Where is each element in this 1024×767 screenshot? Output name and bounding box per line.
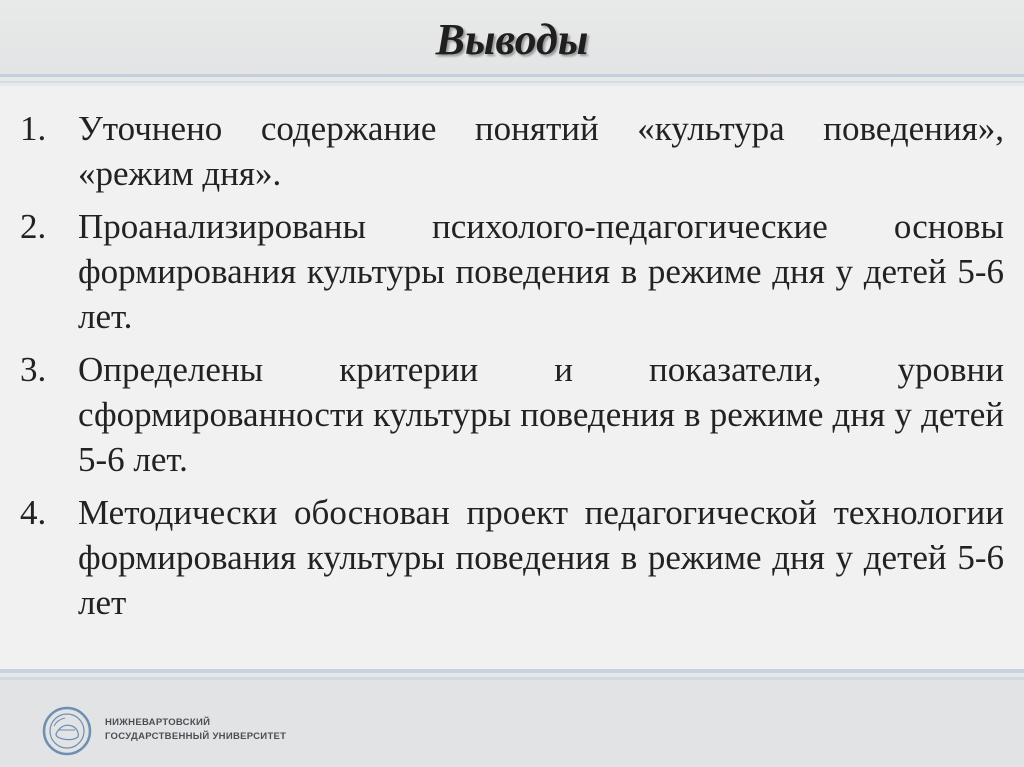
- list-item-number: 3.: [20, 350, 47, 389]
- university-seal-icon: [42, 706, 92, 756]
- list-item-text: Определены критерии и показатели, уровни сформированности культуры поведения в режиме дня у детей 5-6 лет.: [78, 350, 1004, 479]
- university-name-line2: ГОСУДАРСТВЕННЫЙ УНИВЕРСИТЕТ: [105, 731, 287, 742]
- slide-content: [0, 86, 1024, 669]
- title-divider-thin: [0, 81, 1024, 83]
- list-item: [20, 347, 1004, 482]
- university-name: [105, 716, 286, 744]
- title-divider: [0, 74, 1024, 77]
- conclusions-list: [20, 106, 1004, 633]
- footer-divider: [0, 669, 1024, 673]
- slide-title: Выводы: [435, 15, 589, 64]
- title-bar: [0, 0, 1024, 74]
- university-name-line1: НИЖНЕВАРТОВСКИЙ: [105, 717, 211, 728]
- list-item: [20, 204, 1004, 339]
- list-item-text: Уточнено содержание понятий «культура поведения», «режим дня».: [78, 109, 1004, 193]
- footer: [0, 680, 1024, 767]
- list-item-number: 1.: [20, 109, 47, 148]
- list-item-text: Проанализированы психолого-педагогические основы формирования культуры поведения в режиме дня у детей 5-6 лет.: [78, 207, 1004, 336]
- list-item-number: 4.: [20, 493, 47, 532]
- list-item-number: 2.: [20, 207, 47, 246]
- list-item: [20, 490, 1004, 625]
- list-item-text: Методически обоснован проект педагогической технологии формирования культуры поведения в режиме дня у детей 5-6 лет: [78, 493, 1004, 622]
- list-item: [20, 106, 1004, 196]
